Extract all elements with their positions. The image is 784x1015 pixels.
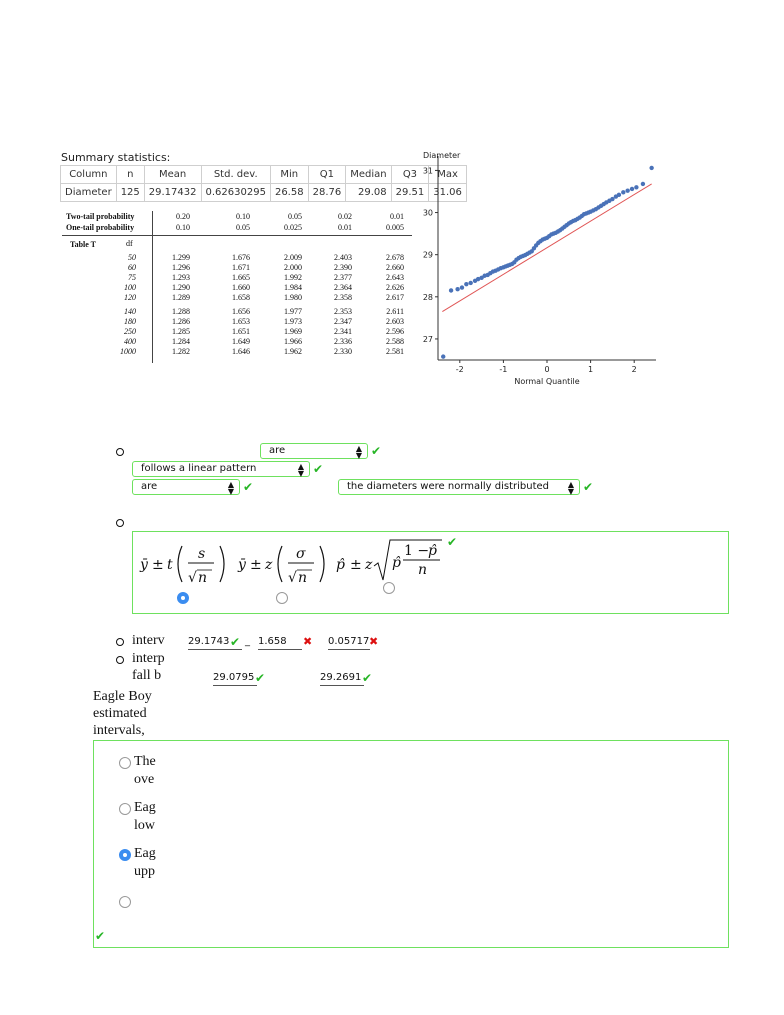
check-icon: ✔ [255, 671, 266, 685]
header-mean: Mean [144, 166, 201, 184]
two-tail-value: 0.10 [236, 212, 250, 221]
radio-choice-3[interactable] [119, 849, 131, 861]
df-value: 100 [124, 283, 136, 292]
df-value: 120 [124, 293, 136, 302]
df-value: 250 [124, 327, 136, 336]
t-value: 1.966 [284, 337, 302, 346]
cell-q1: 28.76 [308, 184, 346, 202]
one-tail-label: One-tail probability [66, 223, 135, 232]
interp-upper-input[interactable] [320, 671, 364, 686]
svg-text:ȳ: ȳ [140, 557, 148, 573]
t-value: 2.596 [386, 327, 404, 336]
svg-text:z: z [265, 557, 273, 573]
svg-text:n: n [198, 570, 208, 586]
radio-choice-2[interactable] [119, 803, 131, 815]
t-value: 1.984 [284, 283, 302, 292]
cell-mean: 29.17432 [144, 184, 201, 202]
select-are-1[interactable] [260, 443, 368, 459]
reference-line [442, 184, 651, 312]
t-value: 2.603 [386, 317, 404, 326]
select-arrow-icon: ▲ ▼ [297, 462, 304, 478]
df-label: df [126, 239, 133, 248]
summary-table [60, 165, 467, 202]
svg-text:z: z [365, 557, 373, 573]
cell-min: 26.58 [270, 184, 308, 202]
data-point [441, 354, 445, 358]
t-value: 2.588 [386, 337, 404, 346]
data-point [617, 193, 621, 197]
choice-2-line-2: low [134, 818, 155, 833]
t-value: 1.653 [232, 317, 250, 326]
cross-icon: ✖ [369, 635, 379, 648]
t-value: 1.980 [284, 293, 302, 302]
select-arrow-icon: ▲ ▼ [355, 444, 362, 460]
interval-separator: _ [245, 636, 250, 647]
cell-column: Diameter [61, 184, 117, 202]
t-value: 1.992 [284, 273, 302, 282]
data-point [641, 182, 645, 186]
t-value: 1.656 [232, 307, 250, 316]
svg-text:n: n [418, 562, 428, 578]
svg-text:√: √ [288, 570, 297, 586]
svg-text:σ: σ [296, 546, 306, 562]
summary-title: Summary statistics: [61, 151, 171, 164]
cell-std: 0.62630295 [201, 184, 270, 202]
check-icon: ✔ [447, 535, 458, 549]
t-value: 2.617 [386, 293, 404, 302]
summary-data-row [61, 184, 467, 202]
interp-label: interp [132, 651, 165, 666]
cell-max: 31.06 [429, 184, 467, 202]
check-icon: ✔ [583, 480, 594, 494]
eagle-line-3: intervals, [93, 723, 145, 738]
t-value: 1.649 [232, 337, 250, 346]
one-tail-value: 0.005 [386, 223, 404, 232]
t-value: 2.626 [386, 283, 404, 292]
check-icon: ✔ [95, 929, 106, 943]
t-value: 2.336 [334, 337, 352, 346]
svg-text:±: ± [350, 557, 362, 573]
choice-2-line-1: Eag [134, 800, 156, 815]
y-tick-label: 27 [422, 334, 433, 344]
interp-upper-value: 29.2691 [320, 672, 362, 683]
bullet-1 [116, 448, 124, 456]
select-linear-pattern-value: follows a linear pattern [141, 463, 257, 474]
svg-text:±: ± [250, 557, 262, 573]
cross-icon: ✖ [303, 635, 313, 648]
select-are-2[interactable] [132, 479, 240, 495]
radio-choice-1[interactable] [119, 757, 131, 769]
select-are-2-value: are [141, 481, 158, 492]
eagle-line-2: estimated [93, 706, 147, 721]
formula-t-s: s [198, 546, 206, 562]
check-icon: ✔ [243, 480, 254, 494]
t-value: 1.293 [172, 273, 190, 282]
t-value: 1.665 [232, 273, 250, 282]
t-value: 1.651 [232, 327, 250, 336]
y-tick-label: 31 [422, 166, 433, 176]
svg-text:n: n [298, 570, 308, 586]
radio-z-interval[interactable] [276, 592, 288, 604]
two-tail-value: 0.20 [176, 212, 190, 221]
cell-q3: 29.51 [391, 184, 429, 202]
data-point [469, 281, 473, 285]
x-tick-label: 1 [588, 365, 594, 374]
header-n: n [116, 166, 144, 184]
interval-tcrit-value: 1.658 [258, 636, 287, 647]
interval-label: interv [132, 633, 165, 648]
header-column: Column [61, 166, 117, 184]
data-point [464, 282, 468, 286]
formula-z-interval [237, 546, 324, 586]
t-value: 2.364 [334, 283, 352, 292]
fall-label: fall b [132, 668, 162, 683]
t-value: 1.969 [284, 327, 302, 336]
t-value: 2.341 [334, 327, 352, 336]
cell-median: 29.08 [346, 184, 391, 202]
header-max: Max [429, 166, 467, 184]
bullet-3 [116, 638, 124, 646]
formula-t-interval [139, 546, 224, 586]
t-value: 1.660 [232, 283, 250, 292]
t-value: 1.282 [172, 347, 190, 356]
conclusion-choice-box [93, 740, 729, 948]
t-value: 1.289 [172, 293, 190, 302]
header-median: Median [346, 166, 391, 184]
t-value: 2.581 [386, 347, 404, 356]
choice-1-line-1: The [134, 754, 156, 769]
t-value: 2.611 [386, 307, 404, 316]
bullet-2 [116, 519, 124, 527]
t-value: 1.286 [172, 317, 190, 326]
data-point [630, 187, 634, 191]
header-q3: Q3 [391, 166, 429, 184]
choice-1-line-2: ove [134, 772, 155, 787]
t-table-rule [62, 235, 412, 236]
t-value: 1.973 [284, 317, 302, 326]
df-value: 400 [124, 337, 136, 346]
data-point [649, 166, 653, 170]
radio-p-interval[interactable] [383, 582, 395, 594]
choice-3-line-2: upp [134, 864, 155, 879]
df-value: 180 [124, 317, 136, 326]
data-point [455, 287, 459, 291]
data-point [625, 188, 629, 192]
t-value: 1.671 [232, 263, 250, 272]
t-value: 2.347 [334, 317, 352, 326]
radio-choice-4[interactable] [119, 896, 131, 908]
t-value: 2.403 [334, 253, 352, 262]
svg-text:p̂: p̂ [392, 555, 401, 571]
header-q1: Q1 [308, 166, 346, 184]
t-value: 1.290 [172, 283, 190, 292]
interval-tcrit-input[interactable] [258, 635, 302, 650]
svg-text:t: t [167, 557, 173, 573]
one-tail-value: 0.01 [338, 223, 352, 232]
x-tick-label: 2 [631, 365, 637, 374]
formula-p-interval [336, 540, 442, 580]
svg-text:p̂: p̂ [336, 557, 345, 573]
interp-lower-value: 29.0795 [213, 672, 255, 683]
radio-t-interval[interactable] [177, 592, 189, 604]
y-tick-label: 28 [422, 292, 433, 302]
t-value: 2.643 [386, 273, 404, 282]
choice-1-text [134, 753, 156, 789]
t-value: 2.330 [334, 347, 352, 356]
select-arrow-icon: ▲ ▼ [227, 480, 234, 496]
x-tick-label: -1 [499, 365, 508, 374]
two-tail-value: 0.05 [288, 212, 302, 221]
eagle-text [93, 688, 152, 739]
interval-mean-value: 29.1743 [188, 636, 230, 647]
choice-2-text [134, 799, 156, 835]
df-value: 1000 [120, 347, 136, 356]
t-value: 2.390 [334, 263, 352, 272]
table-t-label: Table T [70, 240, 97, 249]
t-value: 1.646 [232, 347, 250, 356]
x-tick-label: -2 [455, 365, 464, 374]
x-tick-label: 0 [544, 365, 550, 374]
svg-text:p̂: p̂ [428, 543, 437, 559]
svg-text:±: ± [152, 557, 164, 573]
summary-header-row [61, 166, 467, 184]
interval-se-input[interactable] [328, 635, 370, 650]
svg-text:1 −: 1 − [404, 543, 430, 559]
select-are-1-value: are [269, 445, 286, 456]
select-linear-pattern[interactable] [132, 461, 310, 477]
t-value: 2.678 [386, 253, 404, 262]
interval-se-value: 0.05717 [328, 636, 370, 647]
y-axis-label: Diameter [423, 151, 461, 160]
cell-n: 125 [116, 184, 144, 202]
df-value: 75 [128, 273, 136, 282]
t-value: 2.358 [334, 293, 352, 302]
y-tick-label: 30 [422, 208, 433, 218]
two-tail-value: 0.01 [390, 212, 404, 221]
t-value: 1.284 [172, 337, 190, 346]
data-point [460, 285, 464, 289]
check-icon: ✔ [371, 444, 382, 458]
header-min: Min [270, 166, 308, 184]
t-value: 2.000 [284, 263, 302, 272]
t-value: 1.285 [172, 327, 190, 336]
bullet-4 [116, 656, 124, 664]
t-value: 1.658 [232, 293, 250, 302]
two-tail-value: 0.02 [338, 212, 352, 221]
one-tail-value: 0.05 [236, 223, 250, 232]
y-tick-label: 29 [422, 250, 433, 260]
df-value: 50 [128, 253, 136, 262]
t-value: 1.288 [172, 307, 190, 316]
t-value: 1.299 [172, 253, 190, 262]
one-tail-value: 0.025 [284, 223, 302, 232]
t-value: 1.676 [232, 253, 250, 262]
t-value: 1.296 [172, 263, 190, 272]
check-icon: ✔ [313, 462, 324, 476]
formula-options [138, 536, 468, 592]
qq-plot [420, 148, 660, 388]
t-value: 2.353 [334, 307, 352, 316]
t-value: 2.660 [386, 263, 404, 272]
df-value: 60 [128, 263, 136, 272]
t-value: 1.962 [284, 347, 302, 356]
choice-3-text [134, 845, 156, 881]
data-point [621, 190, 625, 194]
eagle-line-1: Eagle Boy [93, 689, 152, 704]
check-icon: ✔ [362, 671, 373, 685]
one-tail-value: 0.10 [176, 223, 190, 232]
data-point [449, 288, 453, 292]
check-icon: ✔ [230, 635, 241, 649]
svg-text:ȳ: ȳ [238, 557, 246, 573]
header-std: Std. dev. [201, 166, 270, 184]
t-value: 2.377 [334, 273, 352, 282]
choice-3-line-1: Eag [134, 846, 156, 861]
two-tail-label: Two-tail probability [66, 212, 135, 221]
x-axis-label: Normal Quantile [514, 377, 580, 386]
t-table [62, 211, 414, 371]
t-value: 2.009 [284, 253, 302, 262]
t-value: 1.977 [284, 307, 302, 316]
data-point [634, 185, 638, 189]
select-normally-distributed[interactable] [338, 479, 580, 495]
select-normally-distributed-value: the diameters were normally distributed [347, 481, 550, 492]
interp-lower-input[interactable] [213, 671, 257, 686]
df-value: 140 [124, 307, 136, 316]
select-arrow-icon: ▲ ▼ [567, 480, 574, 496]
svg-text:√: √ [188, 570, 197, 586]
